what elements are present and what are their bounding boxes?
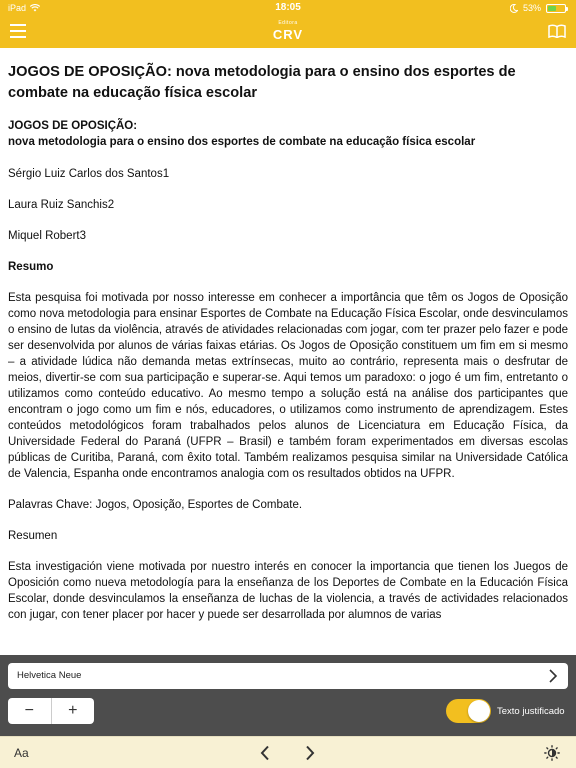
resumo-heading: Resumo — [8, 261, 54, 273]
status-bar — [0, 0, 576, 16]
document-title: JOGOS DE OPOSIÇÃO: nova metodologia para o ensino dos esportes de combate na educação física escolar — [8, 64, 516, 101]
font-selector-value: Helvetica Neue — [17, 670, 82, 681]
justify-toggle-label: Texto justificado — [497, 706, 565, 717]
increase-font-button[interactable]: + — [68, 702, 78, 719]
resumen-paragraph: Esta investigación viene motivada por nuestro interés en conocer la importancia que tienen los Juegos de Oposición como nueva metodología para la enseñanza de los Deportes de Combate en la Educación Física Escolar, donde desvinculamos la enseñanza de luchas de la violencia, a través de actividades relacionados con jugar, con tener placer por hacer y puede ser desarrollada por alumnos de varias — [8, 561, 568, 621]
toggle-knob — [468, 700, 490, 722]
status-time: 18:05 — [275, 2, 301, 13]
section-title — [8, 118, 568, 150]
author-1: Sérgio Luiz Carlos dos Santos1 — [8, 168, 170, 180]
reader-content — [8, 62, 568, 638]
chevron-right-icon — [548, 669, 558, 683]
decrease-font-button[interactable]: − — [24, 702, 34, 719]
chevron-right-icon[interactable] — [304, 745, 316, 761]
author-2: Laura Ruiz Sanchis2 — [8, 199, 115, 211]
font-settings-button[interactable]: Aa — [14, 746, 29, 760]
section-title-line2: nova metodologia para o ensino dos esportes de combate na educação física escolar — [8, 136, 476, 148]
book-icon[interactable] — [548, 24, 566, 38]
device-label: iPad — [8, 3, 27, 13]
status-right — [510, 3, 566, 13]
reader-settings-panel — [0, 655, 576, 736]
battery-percent: 53% — [522, 3, 541, 13]
chevron-left-icon[interactable] — [259, 745, 271, 761]
resumo-paragraph: Esta pesquisa foi motivada por nosso interesse em conhecer a importância que têm os Jogos de Oposição como nova metodologia para ensinar Esportes de Combate na Educação Física Escolar, onde desvinculamos o ensino de lutas da violência, através de atividades relacionadas com jogar, com ter prazer pelo fazer e pode ser desenvolvida por alunos de várias faixas etárias. Os Jogos de Oposição constituem um fim em si mesmo – a atividade lúdica não demanda metas extrínsecas, muito ao contrário, representa mais o desfrutar de meios, divertir-se com sua participação e superar-se. Aqui temos um paradoxo: o jogo é um fim, entretanto o utilizamos como conteúdo educativo. Ao mesmo tempo a solução está na análise dos participantes que encontram o jogo como um fim e nós, educadores, o utilizamos como instrumento de aprendizagem. Estes conteúdos metodológicos foram trabalhados pelos alunos de Licenciatura em Educação Física, da Universidade Federal do Paraná (UFPR – Brasil) e também foram experimentados em diversas escolas públicas de Curitiba, Paraná, com êxito total. Também realizamos pesquisa similar na Universidade Católica de Valencia, Espanha onde encontramos analogia com os resultados obtidos na UFPR. — [8, 292, 568, 480]
resumen-heading: Resumen — [8, 530, 58, 542]
battery-level — [548, 6, 556, 11]
keywords-line: Palavras Chave: Jogos, Oposição, Esportes de Combate. — [8, 499, 303, 511]
top-bar — [0, 0, 576, 48]
battery-icon — [546, 4, 566, 13]
brightness-icon[interactable] — [544, 745, 560, 761]
moon-icon — [510, 4, 518, 13]
bottom-toolbar — [0, 736, 576, 768]
publisher-logo — [0, 20, 576, 42]
font-selector[interactable] — [8, 663, 568, 689]
author-3: Miquel Robert3 — [8, 230, 86, 242]
justify-toggle[interactable] — [446, 699, 491, 723]
font-size-stepper — [8, 698, 94, 724]
logo-small-text: Editora — [278, 20, 298, 26]
logo-big-text: CRV — [272, 27, 304, 42]
section-title-line1: JOGOS DE OPOSIÇÃO: — [8, 120, 138, 132]
